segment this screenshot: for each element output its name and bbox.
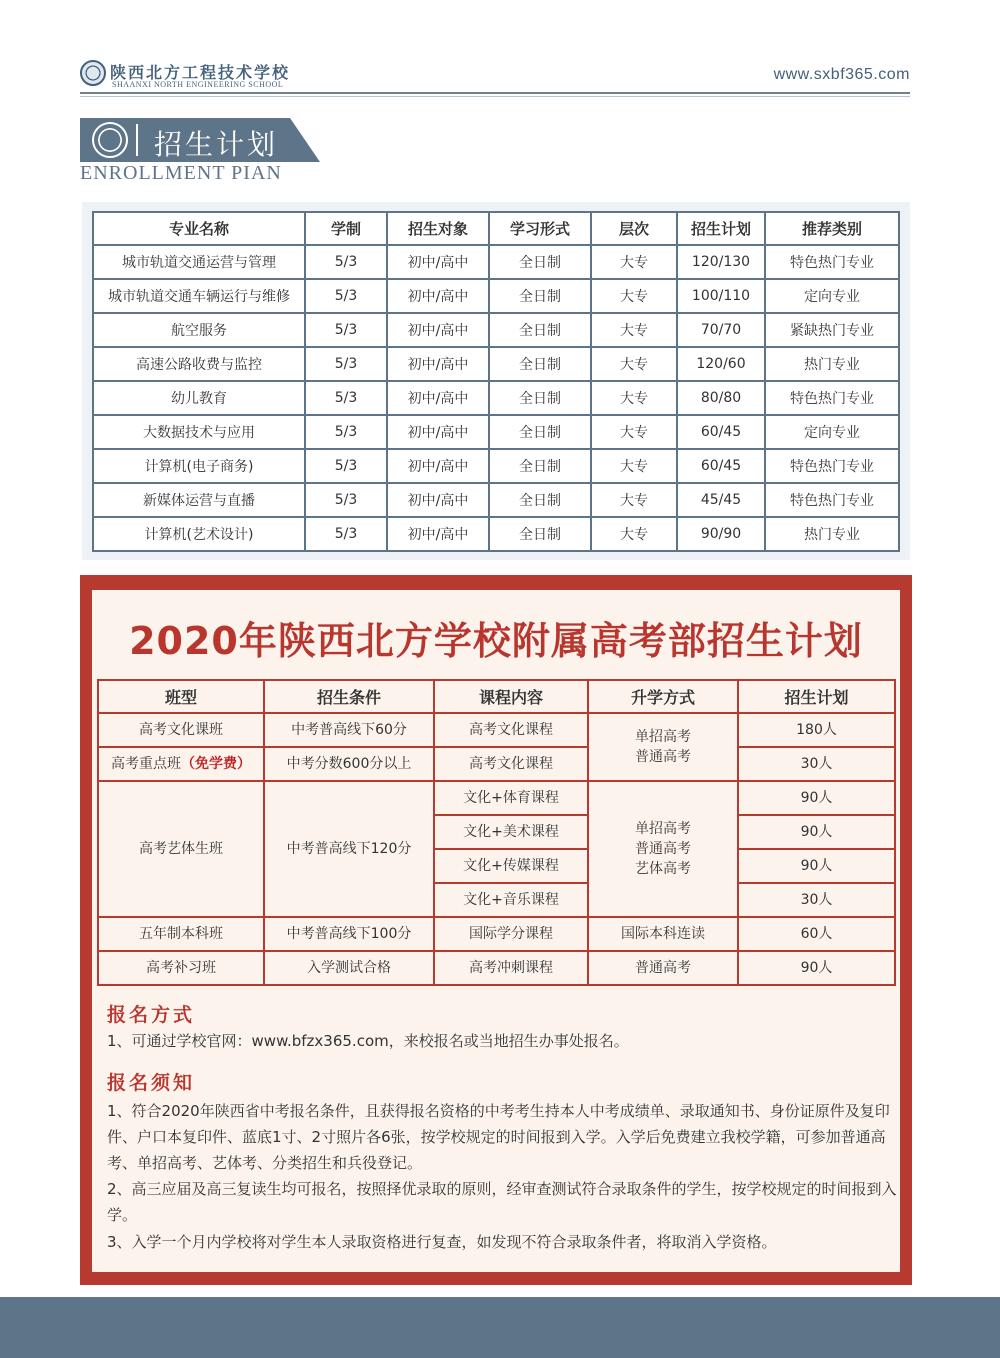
header-divider-thin	[80, 96, 910, 97]
cell-level: 大专	[591, 279, 677, 313]
plan: 90人	[738, 815, 895, 849]
header-divider	[80, 92, 910, 94]
cell-major: 幼儿教育	[93, 381, 305, 415]
table-row	[98, 917, 895, 951]
footer-bar	[0, 1297, 1000, 1358]
cell-duration: 5/3	[305, 483, 387, 517]
plan: 60人	[738, 917, 895, 951]
cell-duration: 5/3	[305, 449, 387, 483]
cell-level: 大专	[591, 245, 677, 279]
cell-major: 大数据技术与应用	[93, 415, 305, 449]
path-line: 普通高考	[635, 749, 691, 765]
cell-target: 初中/高中	[387, 347, 489, 381]
cell-level: 大专	[591, 415, 677, 449]
cell-major: 计算机(电子商务)	[93, 449, 305, 483]
class-type-label: 高考重点班	[111, 756, 181, 772]
cell-quota: 120/130	[677, 245, 765, 279]
cell-category: 定向专业	[765, 279, 899, 313]
cell-duration: 5/3	[305, 381, 387, 415]
path-line: 单招高考	[635, 729, 691, 745]
course: 文化+音乐课程	[434, 883, 588, 917]
col-header-category: 推荐类别	[765, 212, 899, 245]
cell-target: 初中/高中	[387, 279, 489, 313]
cell-quota: 100/110	[677, 279, 765, 313]
school-name-en: SHAANXI NORTH ENGINEERING SCHOOL	[112, 80, 284, 89]
cell-mode: 全日制	[489, 517, 591, 551]
cell-target: 初中/高中	[387, 517, 489, 551]
cell-target: 初中/高中	[387, 449, 489, 483]
cell-category: 特色热门专业	[765, 449, 899, 483]
table-row	[98, 747, 895, 781]
cell-mode: 全日制	[489, 381, 591, 415]
cell-major: 航空服务	[93, 313, 305, 347]
table-row	[93, 517, 899, 551]
table-header-row	[98, 680, 895, 713]
class-type: 五年制本科班	[98, 917, 264, 951]
course: 文化+美术课程	[434, 815, 588, 849]
col-header-mode: 学习形式	[489, 212, 591, 245]
gaokao-title: 2020年陕西北方学校附属高考部招生计划	[129, 619, 863, 663]
free-tuition-note: （免学费）	[181, 756, 251, 772]
cell-level: 大专	[591, 381, 677, 415]
cell-level: 大专	[591, 313, 677, 347]
path	[588, 781, 738, 917]
course: 文化+体育课程	[434, 781, 588, 815]
condition: 中考普高线下100分	[264, 917, 434, 951]
cell-mode: 全日制	[489, 449, 591, 483]
cell-quota: 80/80	[677, 381, 765, 415]
course: 高考文化课程	[434, 747, 588, 781]
table-row	[93, 245, 899, 279]
table-header-row	[93, 212, 899, 245]
cell-mode: 全日制	[489, 415, 591, 449]
table-row	[93, 415, 899, 449]
cell-level: 大专	[591, 517, 677, 551]
condition: 中考分数600分以上	[264, 747, 434, 781]
section-banner	[80, 118, 320, 162]
course: 高考冲刺课程	[434, 951, 588, 985]
gaokao-plan-table	[97, 679, 896, 986]
cell-target: 初中/高中	[387, 313, 489, 347]
school-name-cn: 陕西北方工程技术学校	[110, 63, 291, 82]
cell-duration: 5/3	[305, 313, 387, 347]
cell-quota: 120/60	[677, 347, 765, 381]
cell-mode: 全日制	[489, 245, 591, 279]
plan: 30人	[738, 883, 895, 917]
table-row	[93, 483, 899, 517]
website-url[interactable]: www.sxbf365.com	[773, 66, 910, 83]
school-logo-icon	[80, 60, 106, 86]
cell-category: 特色热门专业	[765, 483, 899, 517]
col-header-level: 层次	[591, 212, 677, 245]
col-header-major: 专业名称	[93, 212, 305, 245]
school-emblem-icon	[92, 122, 128, 158]
condition: 中考普高线下120分	[264, 781, 434, 917]
notice-heading: 报名须知	[107, 1072, 196, 1094]
course: 国际学分课程	[434, 917, 588, 951]
signup-heading: 报名方式	[107, 1004, 196, 1026]
cell-target: 初中/高中	[387, 245, 489, 279]
plan: 90人	[738, 849, 895, 883]
col-header-condition: 招生条件	[264, 680, 434, 713]
cell-quota: 70/70	[677, 313, 765, 347]
table-row	[98, 951, 895, 985]
path	[588, 713, 738, 781]
cell-target: 初中/高中	[387, 483, 489, 517]
path-line: 艺体高考	[635, 861, 691, 877]
cell-category: 紧缺热门专业	[765, 313, 899, 347]
col-header-plan: 招生计划	[738, 680, 895, 713]
col-header-course: 课程内容	[434, 680, 588, 713]
cell-target: 初中/高中	[387, 381, 489, 415]
cell-mode: 全日制	[489, 313, 591, 347]
cell-mode: 全日制	[489, 347, 591, 381]
cell-mode: 全日制	[489, 483, 591, 517]
class-type: 高考文化课班	[98, 713, 264, 747]
cell-major: 城市轨道交通车辆运行与维修	[93, 279, 305, 313]
col-header-path: 升学方式	[588, 680, 738, 713]
col-header-class-type: 班型	[98, 680, 264, 713]
enrollment-plan-table	[92, 211, 900, 552]
cell-level: 大专	[591, 449, 677, 483]
cell-mode: 全日制	[489, 279, 591, 313]
table-row	[93, 347, 899, 381]
cell-duration: 5/3	[305, 279, 387, 313]
cell-category: 特色热门专业	[765, 381, 899, 415]
cell-duration: 5/3	[305, 347, 387, 381]
table-row	[93, 381, 899, 415]
col-header-target: 招生对象	[387, 212, 489, 245]
class-type	[98, 747, 264, 781]
condition: 入学测试合格	[264, 951, 434, 985]
cell-major: 城市轨道交通运营与管理	[93, 245, 305, 279]
notice-item-1: 1、符合2020年陕西省中考报名条件，且获得报名资格的中考考生持本人中考成绩单、录取通知书、身份证原件及复印件、户口本复印件、蓝底1寸、2寸照片各6张，按学校规定的时间报到入学。入学后免费建立我校学籍，可参加普通高考、单招高考、艺体考、分类招生和兵役登记。	[107, 1102, 890, 1172]
cell-quota: 90/90	[677, 517, 765, 551]
signup-text: 1、可通过学校官网：www.bfzx365.com，来校报名或当地招生办事处报名。	[107, 1032, 629, 1050]
cell-category: 热门专业	[765, 517, 899, 551]
notice-item-3: 3、入学一个月内学校将对学生本人录取资格进行复查，如发现不符合录取条件者，将取消入学资格。	[107, 1233, 777, 1251]
cell-duration: 5/3	[305, 517, 387, 551]
col-header-duration: 学制	[305, 212, 387, 245]
table-row	[98, 781, 895, 815]
banner-separator	[136, 124, 138, 156]
cell-category: 定向专业	[765, 415, 899, 449]
plan: 180人	[738, 713, 895, 747]
cell-target: 初中/高中	[387, 415, 489, 449]
cell-duration: 5/3	[305, 415, 387, 449]
table-row	[93, 449, 899, 483]
cell-major: 高速公路收费与监控	[93, 347, 305, 381]
class-type: 高考艺体生班	[98, 781, 264, 917]
notice-item-2: 2、高三应届及高三复读生均可报名，按照择优录取的原则，经审查测试符合录取条件的学生，按学校规定的时间报到入学。	[107, 1180, 897, 1224]
cell-duration: 5/3	[305, 245, 387, 279]
class-type: 高考补习班	[98, 951, 264, 985]
cell-quota: 45/45	[677, 483, 765, 517]
cell-level: 大专	[591, 347, 677, 381]
path: 普通高考	[588, 951, 738, 985]
cell-category: 特色热门专业	[765, 245, 899, 279]
condition: 中考普高线下60分	[264, 713, 434, 747]
table-row	[93, 279, 899, 313]
table-row	[93, 313, 899, 347]
cell-quota: 60/45	[677, 415, 765, 449]
cell-category: 热门专业	[765, 347, 899, 381]
section-title: 招生计划	[154, 128, 279, 161]
cell-quota: 60/45	[677, 449, 765, 483]
section-title-en: ENROLLMENT PIAN	[80, 162, 282, 184]
cell-level: 大专	[591, 483, 677, 517]
course: 文化+传媒课程	[434, 849, 588, 883]
path: 国际本科连读	[588, 917, 738, 951]
cell-major: 计算机(艺术设计)	[93, 517, 305, 551]
table-row	[98, 713, 895, 747]
plan: 90人	[738, 951, 895, 985]
col-header-quota: 招生计划	[677, 212, 765, 245]
cell-major: 新媒体运营与直播	[93, 483, 305, 517]
course: 高考文化课程	[434, 713, 588, 747]
plan: 30人	[738, 747, 895, 781]
page-header	[0, 0, 1000, 100]
path-line: 单招高考	[635, 821, 691, 837]
plan: 90人	[738, 781, 895, 815]
path-line: 普通高考	[635, 841, 691, 857]
